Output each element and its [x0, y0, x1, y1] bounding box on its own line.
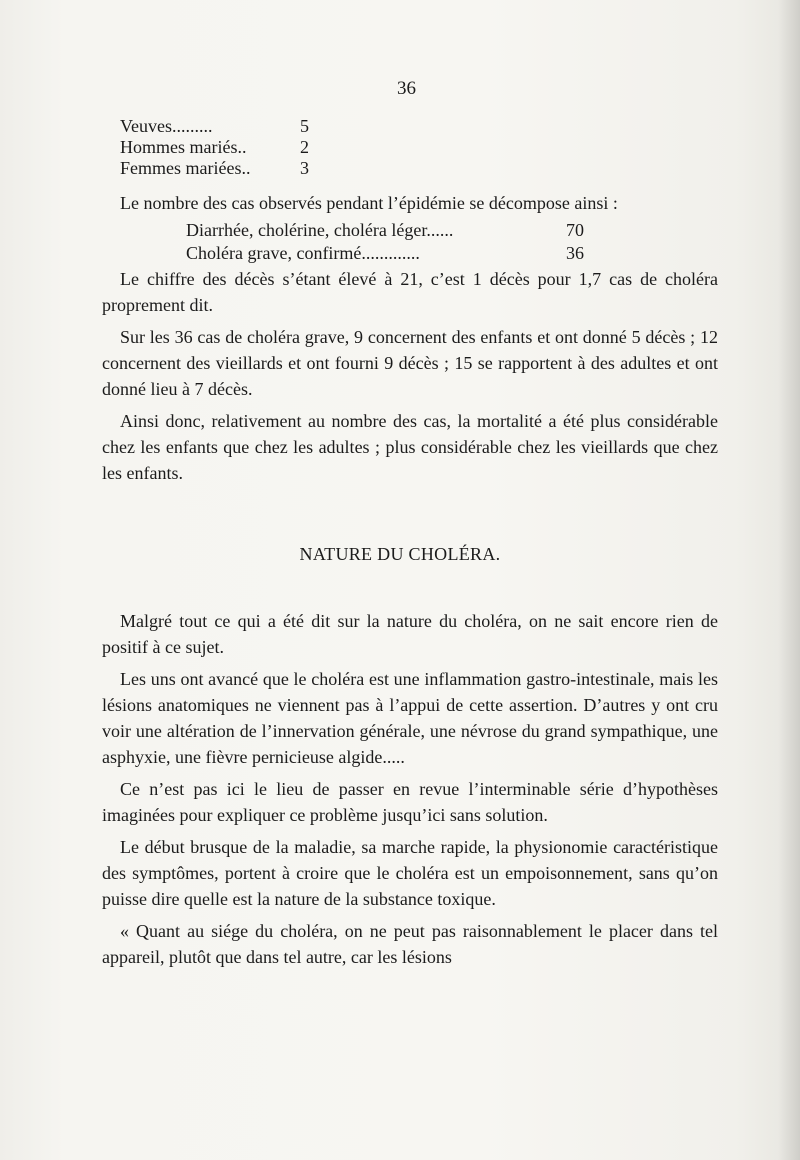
intro-sentence: Le nombre des cas observés pendant l’épidémie se décompose ainsi :: [120, 193, 618, 213]
page-number: 36: [397, 78, 416, 99]
paragraph: Le chiffre des décès s’étant élevé à 21, c’est 1 décès pour 1,7 cas de choléra proprement dit.: [102, 269, 718, 315]
stat-row: [120, 158, 320, 179]
paragraph: Sur les 36 cas de choléra grave, 9 concernent des enfants et ont donné 5 décès ; 12 concernent des vieillards et ont fourni 9 décès ; 15 se rapportent à des adultes et ont donné lieu à 7 décès.: [102, 327, 718, 399]
stat-label: Femmes mariées..: [120, 158, 251, 178]
breakdown-label: Diarrhée, cholérine, choléra léger......: [186, 220, 454, 240]
breakdown-row: [186, 219, 596, 242]
stat-row: [120, 116, 320, 137]
breakdown-value: 70: [566, 220, 584, 240]
intro-block: [102, 190, 718, 216]
stat-label: Hommes mariés..: [120, 137, 247, 157]
page-edge-shadow: [778, 0, 800, 1160]
breakdown-row: [186, 242, 596, 265]
paragraph: Les uns ont avancé que le choléra est une inflammation gastro-intestinale, mais les lésions anatomiques ne viennent pas à l’appui de cette assertion. D’autres y ont cru voir une altération de l’innervation générale, une névrose du grand sympathique, une asphyxie, une fièvre pernicieuse algide.....: [102, 669, 718, 767]
statistics-paragraphs: [102, 266, 718, 486]
stat-value: 5: [300, 116, 309, 136]
marital-stats-list: [120, 116, 320, 179]
paragraph: Ainsi donc, relativement au nombre des cas, la mortalité a été plus considérable chez les enfants que chez les adultes ; plus considérable chez les vieillards que chez les enfants.: [102, 411, 718, 483]
paragraph: Ce n’est pas ici le lieu de passer en revue l’interminable série d’hypothèses imaginées pour expliquer ce problème jusqu’ici sans solution.: [102, 779, 718, 825]
stat-row: [120, 137, 320, 158]
stat-value: 3: [300, 158, 309, 178]
nature-paragraphs: [102, 608, 718, 970]
stat-value: 2: [300, 137, 309, 157]
paragraph: Malgré tout ce qui a été dit sur la nature du choléra, on ne sait encore rien de positif à ce sujet.: [102, 611, 718, 657]
breakdown-value: 36: [566, 243, 584, 263]
stat-label: Veuves.........: [120, 116, 213, 136]
breakdown-label: Choléra grave, confirmé.............: [186, 243, 420, 263]
case-breakdown-list: [186, 219, 596, 265]
section-title: NATURE DU CHOLÉRA.: [299, 544, 501, 564]
paragraph: « Quant au siége du choléra, on ne peut pas raisonnablement le placer dans tel appareil, plutôt que dans tel autre, car les lésions: [102, 921, 718, 967]
paragraph: Le début brusque de la maladie, sa marche rapide, la physionomie caractéristique des symptômes, portent à croire que le choléra est un empoisonnement, sans qu’on puisse dire quelle est la nature de la substance toxique.: [102, 837, 718, 909]
